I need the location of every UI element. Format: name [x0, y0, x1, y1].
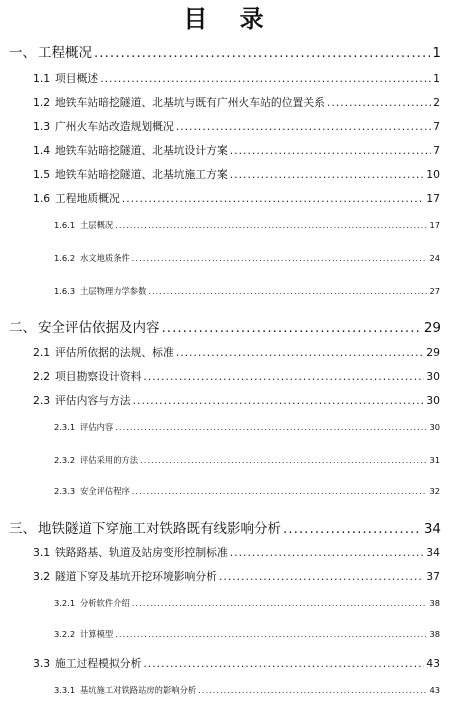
toc-entry-page: 30	[426, 394, 440, 407]
toc-entry-title: 项目概述	[55, 72, 99, 85]
toc-leader-dots	[283, 521, 422, 537]
toc-leader-dots	[230, 546, 425, 559]
toc-entry-page: 7	[433, 144, 440, 157]
toc-entry[interactable]	[33, 545, 440, 560]
toc-entry[interactable]	[33, 569, 440, 584]
toc-entry-number: 3.3.1	[54, 685, 76, 695]
toc-leader-dots	[198, 685, 427, 695]
toc-entry-title: 隧道下穿及基坑开挖环境影响分析	[55, 570, 217, 583]
toc-entry[interactable]	[54, 597, 440, 609]
toc-entry-number: 2.3.1	[54, 422, 76, 432]
toc-entry[interactable]	[54, 421, 440, 433]
toc-leader-dots	[122, 192, 424, 205]
toc-entry-title: 土层概况	[80, 220, 114, 230]
toc-entry[interactable]	[33, 656, 440, 671]
toc-entry-page: 2	[433, 96, 440, 109]
toc-entry-page: 7	[433, 120, 440, 133]
toc-entry-title: 地铁车站暗挖隧道、北基坑设计方案	[55, 144, 228, 157]
toc-entry[interactable]	[33, 345, 440, 360]
toc-entry-page: 10	[426, 168, 440, 181]
toc-leader-dots	[176, 120, 431, 133]
toc-entry[interactable]	[33, 71, 440, 86]
toc-entry-page: 24	[429, 253, 440, 263]
toc-entry-number: 2.3.3	[54, 486, 76, 496]
toc-entry[interactable]	[9, 517, 441, 537]
toc-entry-page: 30	[426, 370, 440, 383]
toc-entry-title: 安全评估依据及内容	[38, 320, 160, 336]
toc-entry-page: 43	[429, 685, 440, 695]
toc-entry-title: 土层物理力学参数	[80, 286, 147, 296]
toc-entry-title: 基坑施工对铁路站房的影响分析	[80, 685, 197, 695]
toc-entry-title: 评估内容与方法	[55, 394, 131, 407]
toc-entry-title: 工程概况	[38, 45, 92, 61]
toc-entry[interactable]	[54, 454, 440, 466]
toc-entry[interactable]	[33, 167, 440, 182]
toc-entry-title: 施工过程模拟分析	[55, 657, 142, 670]
toc-entry-number: 1.2	[33, 96, 51, 109]
toc-entry-page: 17	[429, 220, 440, 230]
toc-leader-dots	[115, 220, 427, 230]
toc-entry[interactable]	[54, 684, 440, 696]
toc-entry-title: 计算模型	[80, 629, 114, 639]
toc-entry[interactable]	[54, 485, 440, 497]
toc-leader-dots	[219, 570, 424, 583]
toc-entry-number: 1.6.1	[54, 220, 76, 230]
toc-entry-page: 32	[429, 486, 440, 496]
toc-entry-page: 31	[429, 455, 440, 465]
toc-entry-number: 3.2.1	[54, 598, 76, 608]
toc-entry-number: 3.2.2	[54, 629, 76, 639]
toc-entry[interactable]	[54, 252, 440, 264]
toc-entry-page: 27	[429, 286, 440, 296]
toc-leader-dots	[143, 370, 424, 383]
toc-entry-page: 37	[426, 570, 440, 583]
toc-entry[interactable]	[54, 285, 440, 297]
toc-entry-title: 铁路路基、轨道及站房变形控制标准	[55, 546, 228, 559]
toc-entry[interactable]	[54, 219, 440, 231]
toc-entry-page: 17	[426, 192, 440, 205]
page-title: 目 录	[183, 4, 276, 33]
toc-leader-dots	[115, 629, 427, 639]
toc-entry-title: 评估内容	[80, 422, 114, 432]
toc-entry-number: 2.3.2	[54, 455, 76, 465]
toc-entry-number: 二、	[9, 320, 36, 336]
toc-entry-number: 1.1	[33, 72, 51, 85]
toc-entry-page: 29	[423, 320, 441, 336]
toc-entry[interactable]	[33, 143, 440, 158]
toc-leader-dots	[100, 72, 431, 85]
toc-entry-page: 34	[426, 546, 440, 559]
toc-leader-dots	[327, 96, 431, 109]
toc-leader-dots	[132, 598, 428, 608]
toc-entry-number: 1.4	[33, 144, 51, 157]
toc-leader-dots	[115, 422, 427, 432]
toc-entry-title: 项目勘察设计资料	[55, 370, 142, 383]
toc-entry-page: 1	[432, 45, 441, 61]
toc-entry-page: 30	[429, 422, 440, 432]
toc-entry-number: 2.3	[33, 394, 51, 407]
toc-entry-number: 1.5	[33, 168, 51, 181]
toc-entry-title: 地铁车站暗挖隧道、北基坑施工方案	[55, 168, 228, 181]
toc-entry-title: 地铁车站暗挖隧道、北基坑与既有广州火车站的位置关系	[55, 96, 325, 109]
toc-entry[interactable]	[33, 393, 440, 408]
toc-entry-title: 水文地质条件	[80, 253, 130, 263]
toc-entry-page: 43	[426, 657, 440, 670]
toc-entry-number: 一、	[9, 45, 36, 61]
toc-leader-dots	[230, 144, 431, 157]
toc-entry-number: 3.1	[33, 546, 51, 559]
toc-entry-title: 分析软件介绍	[80, 598, 130, 608]
toc-entry-title: 安全评估程序	[80, 486, 130, 496]
toc-entry-page: 38	[429, 598, 440, 608]
toc-entry[interactable]	[33, 191, 440, 206]
toc-leader-dots	[230, 168, 425, 181]
toc-leader-dots	[143, 657, 424, 670]
toc-entry-title: 广州火车站改造规划概况	[55, 120, 174, 133]
toc-entry-number: 3.2	[33, 570, 51, 583]
toc-leader-dots	[140, 455, 427, 465]
toc-entry-title: 评估所依据的法规、标准	[55, 346, 174, 359]
toc-entry-page: 38	[429, 629, 440, 639]
toc-entry-number: 2.1	[33, 346, 51, 359]
toc-entry-page: 1	[433, 72, 440, 85]
toc-leader-dots	[94, 45, 430, 61]
toc-leader-dots	[132, 486, 428, 496]
toc-entry-number: 1.6.3	[54, 286, 76, 296]
toc-entry-number: 三、	[9, 521, 36, 537]
toc-entry-page: 29	[426, 346, 440, 359]
toc-entry-number: 3.3	[33, 657, 51, 670]
toc-entry-page: 34	[423, 521, 441, 537]
toc-entry[interactable]	[33, 95, 440, 110]
toc-entry-number: 1.6	[33, 192, 51, 205]
toc-entry-title: 评估采用的方法	[80, 455, 139, 465]
toc-entry[interactable]	[9, 316, 441, 336]
toc-entry[interactable]	[9, 41, 441, 61]
toc-entry-title: 工程地质概况	[55, 192, 120, 205]
toc-entry[interactable]	[54, 628, 440, 640]
toc-leader-dots	[133, 394, 425, 407]
toc-leader-dots	[162, 320, 422, 336]
toc-leader-dots	[176, 346, 424, 359]
toc-entry-number: 1.3	[33, 120, 51, 133]
toc-entry[interactable]	[33, 119, 440, 134]
toc-entry-number: 1.6.2	[54, 253, 76, 263]
toc-leader-dots	[132, 253, 428, 263]
toc-leader-dots	[148, 286, 427, 296]
toc-entry-number: 2.2	[33, 370, 51, 383]
toc-entry[interactable]	[33, 369, 440, 384]
toc-entry-title: 地铁隧道下穿施工对铁路既有线影响分析	[38, 521, 281, 537]
